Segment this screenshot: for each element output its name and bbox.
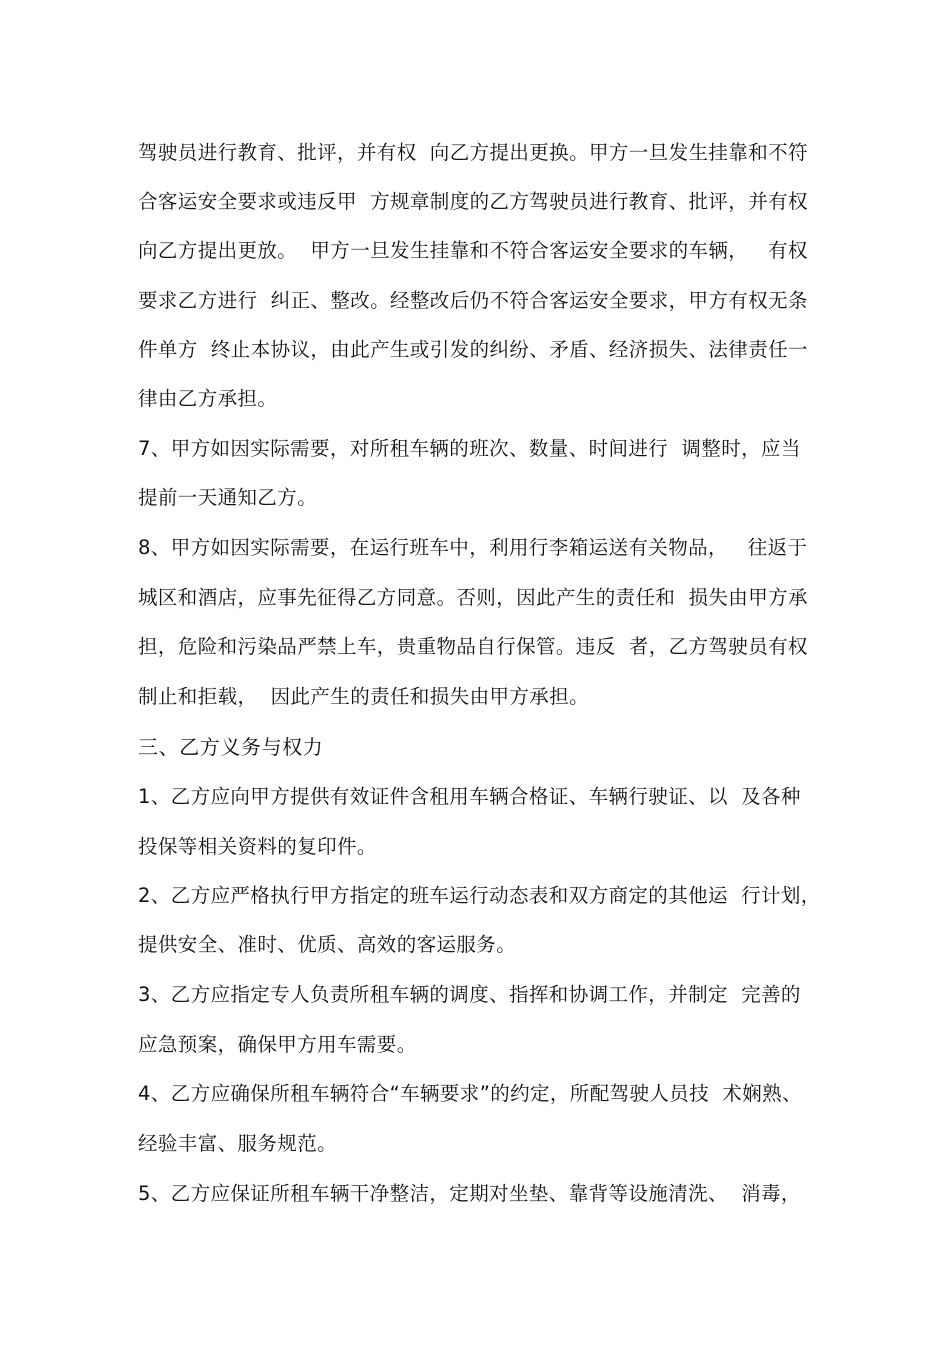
text-line: 2、乙方应严格执行甲方指定的班车运行动态表和双方商定的其他运 行计划， — [138, 884, 821, 907]
text-line: 8、甲方如因实际需要，在运行班车中，利用行李箱运送有关物品， 往返于 — [138, 536, 808, 559]
text-line: 5、乙方应保证所租车辆干净整洁，定期对坐垫、靠背等设施清洗、 消毒， — [138, 1182, 801, 1205]
text-line: 经验丰富、服务规范。 — [138, 1132, 338, 1155]
text-line: 件单方 终止本协议，由此产生或引发的纠纷、矛盾、经济损失、法律责任一 — [138, 338, 808, 361]
text-line: 向乙方提出更放。 甲方一旦发生挂靠和不符合客运安全要求的车辆， 有权 — [138, 239, 808, 262]
section-heading: 三、乙方义务与权力 — [138, 735, 324, 759]
text-line: 4、乙方应确保所租车辆符合“车辆要求”的约定，所配驾驶人员技 术娴熟、 — [138, 1082, 802, 1105]
text-line: 投保等相关资料的复印件。 — [138, 835, 377, 858]
text-line: 驾驶员进行教育、批评，并有权 向乙方提出更换。甲方一旦发生挂靠和不符 — [138, 141, 808, 164]
text-line: 提供安全、准时、优质、高效的客运服务。 — [138, 933, 517, 956]
text-line: 1、乙方应向甲方提供有效证件含租用车辆合格证、车辆行驶证、以 及各种 — [138, 785, 801, 808]
text-line: 制止和拒载， 因此产生的责任和损失由甲方承担。 — [138, 685, 589, 708]
text-line: 城区和酒店，应事先征得乙方同意。否则，因此产生的责任和 损失由甲方承 — [138, 586, 808, 609]
text-line: 7、甲方如因实际需要，对所租车辆的班次、数量、时间进行 调整时，应当 — [138, 437, 801, 460]
text-line: 律由乙方承担。 — [138, 387, 278, 410]
text-line: 应急预案，确保甲方用车需要。 — [138, 1033, 417, 1056]
text-line: 3、乙方应指定专人负责所租车辆的调度、指挥和协调工作，并制定 完善的 — [138, 983, 801, 1006]
text-line: 合客运安全要求或违反甲 方规章制度的乙方驾驶员进行教育、批评，并有权 — [138, 190, 808, 213]
text-line: 要求乙方进行 纠正、整改。经整改后仍不符合客运安全要求，甲方有权无条 — [138, 289, 808, 312]
text-line: 担，危险和污染品严禁上车，贵重物品自行保管。违反 者，乙方驾驶员有权 — [138, 635, 808, 658]
text-line: 提前一天通知乙方。 — [138, 486, 318, 509]
